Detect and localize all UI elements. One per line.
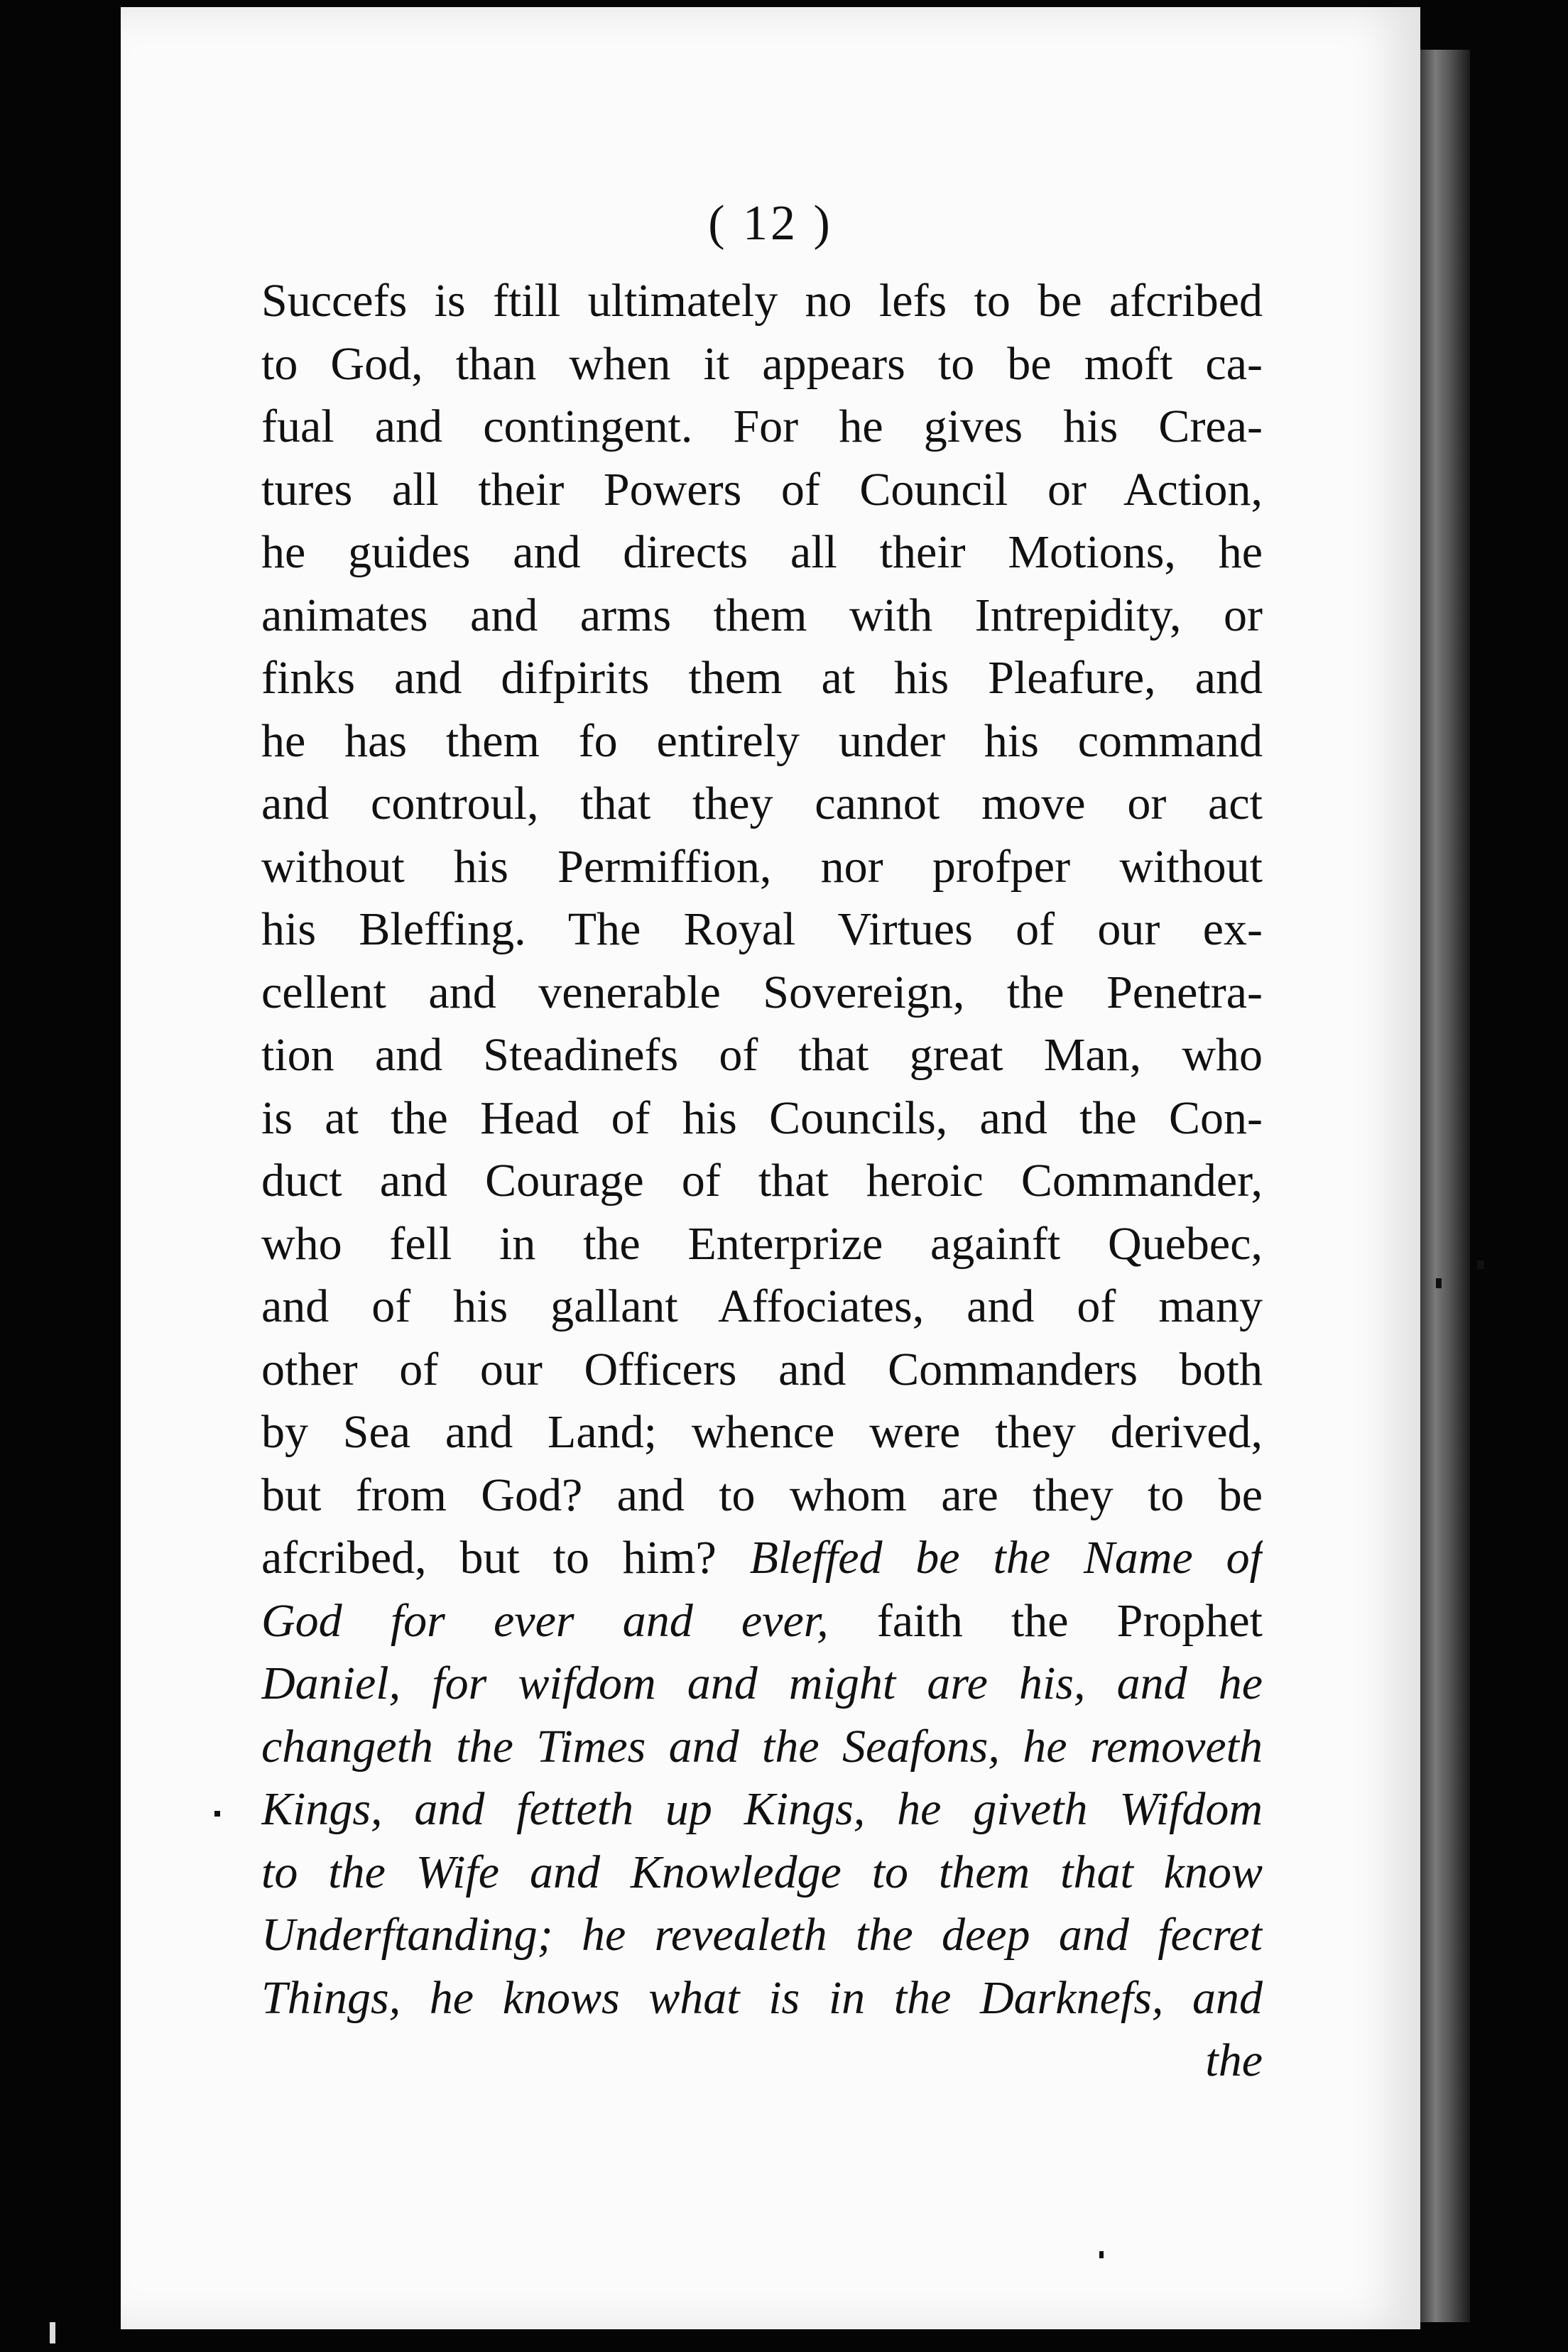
text-line [261, 836, 1263, 899]
italic-text-run: God for ever and ever, [261, 1594, 829, 1647]
body-text [261, 270, 1263, 2093]
text-line [261, 396, 1263, 459]
text-line [261, 773, 1263, 836]
text-line [261, 1150, 1263, 1213]
text-run: his Bleffing. The Royal Virtues of our ex- [261, 903, 1263, 955]
text-line [261, 1653, 1263, 1716]
italic-text-run: Kings, and fetteth up Kings, he giveth Wifdom [261, 1783, 1263, 1835]
italic-text-run: Daniel, for wifdom and might are his, and he [261, 1657, 1263, 1709]
text-run: finks and difpirits them at his Pleafure, and [261, 652, 1263, 704]
text-line [261, 1087, 1263, 1150]
italic-text-run: Bleffed be the Name of [749, 1532, 1263, 1584]
page-edge-shadow [1420, 50, 1470, 2322]
text-run: afcribed, but to him? [261, 1532, 750, 1584]
text-line [261, 1967, 1263, 2030]
text-line [261, 1213, 1263, 1276]
text-line [261, 270, 1263, 333]
page-number: ( 12 ) [708, 196, 833, 251]
catchword-text: the [1205, 2035, 1263, 2086]
text-run: cellent and venerable Sovereign, the Penetra- [261, 966, 1263, 1018]
text-line [261, 1841, 1263, 1905]
text-line [261, 1527, 1263, 1590]
text-line [261, 333, 1263, 396]
scan-speck [50, 2322, 55, 2343]
catchword [261, 2030, 1263, 2093]
italic-text-run: to the Wife and Knowledge to them that know [261, 1846, 1263, 1898]
text-run: who fell in the Enterprize againft Quebec, [261, 1217, 1263, 1270]
text-run: and controul, that they cannot move or act [261, 778, 1263, 829]
text-line [261, 1778, 1263, 1841]
text-line [261, 898, 1263, 962]
text-line [261, 1401, 1263, 1464]
text-run: to God, than when it appears to be moft ca- [261, 337, 1263, 390]
text-line [261, 1716, 1263, 1779]
text-run: duct and Courage of that heroic Commander, [261, 1155, 1263, 1207]
text-line [261, 1339, 1263, 1402]
scan-speck [214, 1811, 220, 1817]
text-line [261, 1904, 1263, 1967]
text-run: he guides and directs all their Motions, he [261, 526, 1263, 578]
text-line [261, 647, 1263, 710]
text-run: tures all their Powers of Council or Action, [261, 463, 1263, 516]
text-line [261, 962, 1263, 1025]
text-line [261, 521, 1263, 584]
text-line [261, 584, 1263, 648]
text-run: fual and contingent. For he gives his Crea- [261, 401, 1263, 452]
text-run: tion and Steadinefs of that great Man, who [261, 1029, 1263, 1081]
italic-text-run: Underftanding; he revealeth the deep and fecret [261, 1909, 1263, 1961]
text-line [261, 710, 1263, 773]
text-run: faith the Prophet [828, 1594, 1263, 1647]
text-run: but from God? and to whom are they to be [261, 1469, 1263, 1521]
text-line [261, 1590, 1263, 1653]
scan-speck [1099, 2251, 1104, 2258]
text-run: by Sea and Land; whence were they derived, [261, 1406, 1263, 1458]
text-run: other of our Officers and Commanders both [261, 1343, 1263, 1395]
text-line [261, 1464, 1263, 1528]
text-line [261, 1275, 1263, 1339]
italic-text-run: Things, he knows what is in the Darknefs, and [261, 1971, 1263, 2024]
text-run: and of his gallant Affociates, and of many [261, 1280, 1263, 1332]
scan-speck [1436, 1278, 1442, 1288]
text-run: is at the Head of his Councils, and the Con- [261, 1091, 1263, 1144]
text-line [261, 459, 1263, 522]
text-run: he has them fo entirely under his command [261, 714, 1263, 767]
italic-text-run: changeth the Times and the Seafons, he removeth [261, 1720, 1263, 1773]
text-run: animates and arms them with Intrepidity, or [261, 589, 1263, 641]
scan-speck [1477, 1261, 1484, 1269]
text-run: Succefs is ftill ultimately no lefs to be afcribed [261, 275, 1263, 327]
text-run: without his Permiffion, nor profper without [261, 840, 1263, 893]
text-line [261, 1024, 1263, 1087]
